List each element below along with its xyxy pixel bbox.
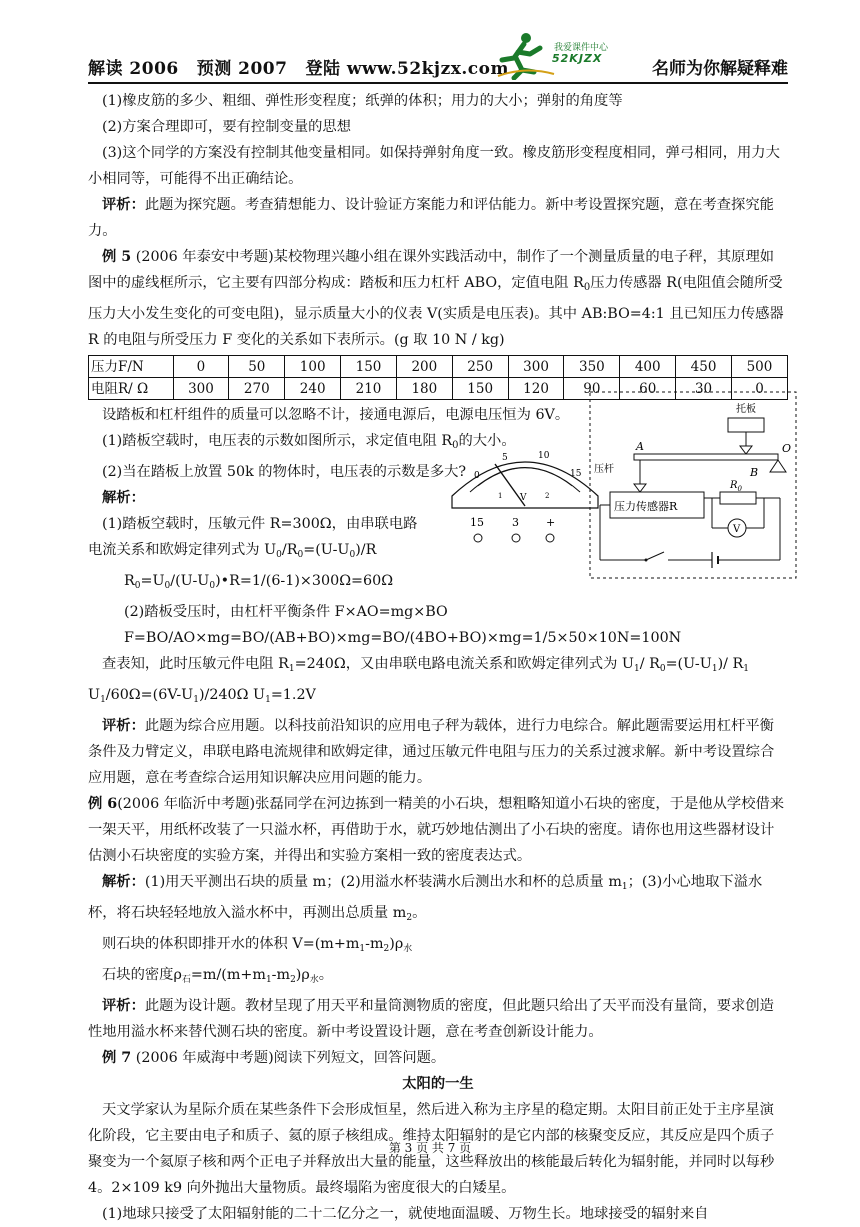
- text: )/240Ω U: [198, 687, 266, 703]
- article-paragraph-1: 天文学家认为星际介质在某些条件下会形成恒星，然后进入称为主序星的稳定期。太阳目前正处于主序星演化阶段，它主要由电子和质子、氦的原子核组成。维持太阳辐射的是它内部的核聚变反应，其反应是四个质子聚变为一个氦原子核和两个正电子并释放出大量的能量，这些释放出的核能最后转化为辐射能，并同时以每秒 4。2×109 k9 向外抛出大量物质。最终塌陷为密度很大的白矮星。: [88, 1102, 775, 1196]
- subscript: 0: [209, 581, 216, 591]
- table-cell: 0: [731, 378, 787, 400]
- subscript: 1: [100, 695, 106, 705]
- text: 则石块的体积即排开水的体积 V=(m+m: [102, 936, 360, 952]
- table-cell: 350: [564, 356, 620, 378]
- header-slogan: 名师为你解疑释难: [652, 59, 788, 79]
- terminal-icon: [546, 534, 554, 542]
- switch-icon: [646, 552, 664, 560]
- example-label: 例 6: [88, 796, 118, 812]
- r0-label-sub: 0: [737, 485, 742, 493]
- subscript: 1: [711, 664, 718, 674]
- example-6-text: (2006 年临沂中考题)张磊同学在河边拣到一精美的小石块，想粗略知道小石块的密度，于是他从学校借来一架天平，用纸杯改装了一只溢水杯，再借助于水，就巧妙地估测出了小石块的密度。请你也用这些器材设计估测小石块密度的实验方案，并得出和实验方案相一致的密度表达式。: [88, 796, 785, 864]
- commentary-2: [88, 713, 788, 791]
- text: /(U-U: [170, 573, 210, 589]
- subscript: 1: [193, 695, 199, 705]
- table-cell: 50: [229, 356, 285, 378]
- page-footer: 第 3 页 共 7 页: [388, 1141, 472, 1155]
- volume-formula: [88, 931, 788, 962]
- subscript: 0: [349, 550, 356, 560]
- text: =1.2V: [270, 687, 316, 703]
- site-logo: [496, 30, 616, 80]
- subscript: 1: [265, 975, 272, 985]
- text: /60Ω=(6V-U: [105, 687, 194, 703]
- text: -m: [365, 936, 384, 952]
- example-5-text: (2006 年泰安中考题)某校物理兴趣小组在课外实践活动中，制作了一个测量质量的电子秤，其原理如图中的虚线框所示，它主要有四部分构成：踏板和压力杠杆 ABO，定值电阻 R: [88, 249, 775, 291]
- text: =U: [140, 573, 165, 589]
- terminal-icon: [474, 534, 482, 542]
- subscript: 石: [181, 975, 191, 985]
- text: )•R=1/(6-1)×300Ω=60Ω: [215, 573, 394, 589]
- table-cell: 300: [508, 356, 564, 378]
- table-cell: 400: [620, 356, 676, 378]
- solution-line-4: (2)踏板受压时，由杠杆平衡条件 F×AO=mg×BO: [124, 604, 448, 620]
- example-5-text-b: 压力传感器 R(电阻值会随所受压力大小发生变化的可变电阻)，显示质量大小的仪表 V(实质是电压表)。其中 AB:BO=4:1 且已知压力传感器 R 的电阻与所受压力 F 变化的关系如下表所示。(g 取 10 N / kg): [88, 275, 784, 348]
- meter-scale-label: 5: [502, 453, 508, 463]
- text: 查表知，此时压敏元件电阻 R: [102, 656, 289, 672]
- header-year-2007: 预测 2007: [196, 59, 288, 79]
- table-cell: 210: [341, 378, 397, 400]
- subscript: 水: [309, 975, 319, 985]
- table-cell: 270: [229, 378, 285, 400]
- logo-en-text: 52KJZX: [552, 52, 603, 65]
- r0-label-main: R: [730, 480, 738, 491]
- runner-icon: [496, 30, 556, 80]
- solution-label: 解析：: [102, 874, 145, 890]
- text: )/ R: [717, 656, 744, 672]
- meter-scale-label: 0: [474, 471, 480, 481]
- question-1-text-b: 的大小。: [458, 433, 516, 449]
- text: / R: [639, 656, 660, 672]
- pressure-sensor-label: 压力传感器R: [614, 500, 678, 513]
- meter-scale-label: 10: [538, 451, 550, 461]
- lever-bar: [634, 454, 778, 460]
- commentary-label: 评析：: [102, 197, 145, 213]
- solution-line-5: F=BO/AO×mg=BO/(AB+BO)×mg=BO/(4BO+BO)×mg=1/5×50×10N=100N: [124, 630, 682, 646]
- subscript: 0: [134, 581, 141, 591]
- answer-line-2: (2)方案合理即可，要有控制变量的思想: [102, 119, 351, 135]
- dashed-frame: [590, 392, 796, 578]
- table-cell: 90: [564, 378, 620, 400]
- meter-sub-label: 1: [498, 492, 503, 500]
- subscript: 0: [452, 440, 459, 451]
- text: R: [124, 573, 135, 589]
- meter-scale-label: 15: [570, 469, 582, 479]
- commentary-label: 评析：: [102, 718, 145, 734]
- header-divider: [88, 82, 788, 84]
- table-cell: 150: [452, 378, 508, 400]
- example-label: 例 7: [102, 1050, 132, 1066]
- point-b-label: B: [750, 466, 759, 479]
- press-rod-tip: [634, 484, 646, 492]
- table-row: [89, 356, 788, 378]
- commentary-text: 此题为综合应用题。以科技前沿知识的应用电子秤为载体，进行力电综合。解此题需要运用杠杆平衡条件及力臂定义，串联电路电流规律和欧姆定律，通过压敏元件电阻与压力的关系过渡求解。新中考设置综合应用题，意在考查综合运用知识解决应用问题的能力。: [88, 718, 775, 786]
- press-rod-label: 压杆: [594, 464, 614, 475]
- example-7: [88, 1045, 788, 1071]
- subscript: 1: [265, 695, 271, 705]
- table-cell: 200: [396, 356, 452, 378]
- text: (1)用天平测出石块的质量 m；(2)用溢水杯装满水后测出水和杯的总质量 m: [144, 874, 622, 890]
- table-cell: 450: [676, 356, 732, 378]
- text: )/R: [355, 542, 377, 558]
- commentary-label: 评析：: [102, 998, 145, 1014]
- text: =(U-U: [665, 656, 712, 672]
- text: )ρ: [295, 967, 310, 983]
- table-head: 压力F/N: [89, 356, 174, 378]
- header-site-link[interactable]: 登陆 www.52kjzx.com: [305, 59, 509, 79]
- table-cell: 180: [396, 378, 452, 400]
- point-o-label: O: [782, 442, 792, 455]
- commentary-text: 此题为设计题。教材呈现了用天平和量筒测物质的密度，但此题只给出了天平而没有量筒，要求创造性地用溢水杯来替代测石块的密度。新中考设置设计题，意在考查创新设计能力。: [88, 998, 774, 1040]
- logo-cn-text: 我爱课件中心: [554, 43, 609, 53]
- text: =240Ω，又由串联电路电流关系和欧姆定律列式为 U: [294, 656, 634, 672]
- terminal-label: 3: [512, 516, 519, 529]
- point-a-label: A: [636, 440, 644, 453]
- example-7-text: (2006 年威海中考题)阅读下列短文，回答问题。: [135, 1050, 446, 1066]
- table-cell: 120: [508, 378, 564, 400]
- pivot-b-icon: [740, 446, 752, 454]
- subscript: 0: [276, 550, 282, 560]
- r0-label: [729, 480, 743, 493]
- subscript: 0: [297, 550, 304, 560]
- text: 石块的密度ρ: [102, 967, 182, 983]
- table-cell: 0: [173, 356, 229, 378]
- table-cell: 250: [452, 356, 508, 378]
- switch-node: [645, 559, 648, 562]
- page-content: [88, 88, 788, 1227]
- subscript: 1: [288, 664, 295, 674]
- tray-label: 托板: [736, 404, 756, 415]
- answer-line-3: (3)这个同学的方案没有控制其他变量相同。如保持弹射角度一致。橡皮筋形变程度相同，弹弓相同，用力大小相同等，可能得不出正确结论。: [88, 145, 780, 187]
- header-left: [88, 54, 527, 79]
- subscript: 2: [383, 944, 390, 954]
- table-cell: 240: [285, 378, 341, 400]
- subscript: 1: [359, 944, 366, 954]
- commentary-text: 此题为探究题。考查猜想能力、设计验证方案能力和评估能力。新中考设置探究题，意在考查探究能力。: [88, 197, 774, 239]
- question-1-text: (1)踏板空载时，电压表的示数如图所示，求定值电阻 R: [102, 433, 453, 449]
- subscript: 1: [633, 664, 640, 674]
- meter-unit: V: [520, 493, 527, 503]
- text: =(U-U: [303, 542, 350, 558]
- table-cell: 500: [731, 356, 787, 378]
- text: -m: [271, 967, 291, 983]
- answer-line-1: (1)橡皮筋的多少、粗细、弹性形变程度；纸弹的体积；用力的大小；弹射的角度等: [102, 93, 623, 109]
- voltmeter-symbol-label: V: [733, 524, 741, 535]
- table-cell: 60: [620, 378, 676, 400]
- solution-label: 解析：: [102, 490, 145, 506]
- header-year-2006: 解读 2006: [88, 59, 179, 79]
- subscript: 水: [403, 944, 413, 954]
- example-label: 例 5: [102, 249, 132, 265]
- text: )ρ: [389, 936, 404, 952]
- tray-plate: [728, 418, 764, 432]
- example-6: [88, 791, 788, 869]
- text: 。: [318, 967, 334, 983]
- table-cell: 300: [173, 378, 229, 400]
- figure-svg: [450, 388, 800, 584]
- article-title: 太阳的一生: [402, 1076, 474, 1092]
- subscript: 2: [290, 975, 296, 985]
- resistor-r0: [720, 492, 756, 504]
- page-header: [88, 38, 788, 82]
- solution-line-1: (1)踏板空载时，压敏元件 R=300Ω，由串联电路: [102, 516, 418, 532]
- meter-sub-label: 2: [545, 492, 550, 500]
- text: 。: [412, 905, 427, 921]
- solution-line-7: [88, 682, 788, 713]
- solution-6: [88, 869, 788, 931]
- subscript: 1: [743, 664, 750, 674]
- terminal-icon: [512, 534, 520, 542]
- commentary-1: [88, 192, 788, 244]
- table-cell: 150: [341, 356, 397, 378]
- circuit-figure: [450, 388, 800, 584]
- example-5: [88, 244, 788, 353]
- terminal-label: 15: [470, 516, 484, 529]
- text: ；(3)小心地取下溢水杯，将石块轻轻地放入溢水杯中，再测出总质量 m: [88, 874, 763, 921]
- table-head: 电阻R/ Ω: [89, 378, 174, 400]
- voltmeter-dial: [452, 451, 598, 542]
- condition-text: 设踏板和杠杆组件的质量可以忽略不计，接通电源后，电源电压恒为 6V。: [102, 407, 570, 423]
- terminal-label: +: [546, 516, 556, 529]
- subscript: 0: [659, 664, 666, 674]
- text: 电流关系和欧姆定律列式为 U: [88, 542, 277, 558]
- article-paragraph-2: (1)地球只接受了太阳辐射能的二十二亿分之一，就使地面温暖、万物生长。地球接受的辐射来自: [102, 1206, 709, 1222]
- solution-line-6: [88, 651, 788, 682]
- question-2: (2)当在踏板上放置 50k 的物体时，电压表的示数是多大?: [102, 464, 467, 480]
- text: U: [88, 687, 101, 703]
- density-formula: [88, 962, 788, 993]
- subscript: 1: [621, 882, 628, 892]
- subscript: 0: [164, 581, 171, 591]
- text: /R: [281, 542, 298, 558]
- commentary-3: [88, 993, 788, 1045]
- subscript: 0: [583, 282, 591, 293]
- table-cell: 100: [285, 356, 341, 378]
- text: =m/(m+m: [190, 967, 266, 983]
- pivot-o-icon: [770, 460, 786, 472]
- table-cell: 30: [676, 378, 732, 400]
- subscript: 2: [406, 913, 413, 923]
